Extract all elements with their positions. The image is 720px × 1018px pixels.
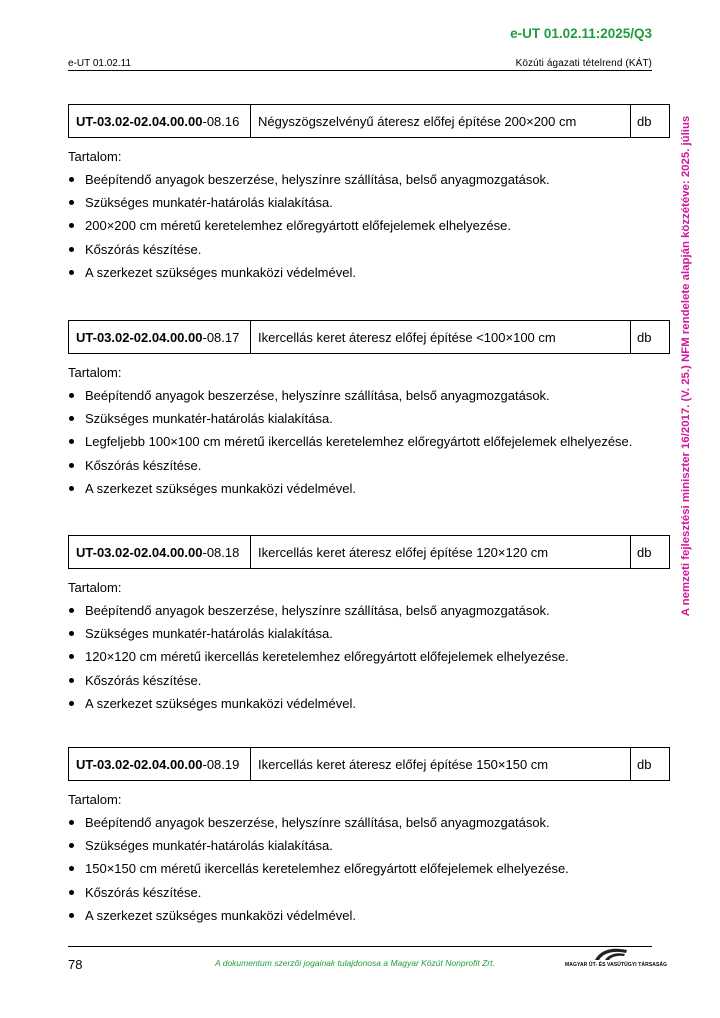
item-table [68,747,670,781]
bullet-list [68,384,670,500]
item-section [68,104,670,284]
item-code [69,748,251,780]
list-item-text: A szerkezet szükséges munkaközi védelmével. [85,695,356,711]
item-code-suffix: -08.17 [202,329,240,345]
bullet-icon [69,223,74,228]
item-code [69,105,251,137]
document-code: e-UT 01.02.11:2025/Q3 [510,26,652,41]
item-unit: db [637,329,652,345]
bullet-icon [69,200,74,205]
list-item [68,430,670,453]
item-code-bold: UT-03.02-02.04.00.00 [76,113,203,129]
list-item-text: Kőszórás készítése. [85,457,202,473]
list-item [68,834,670,857]
list-item [68,261,670,284]
bullet-icon [69,270,74,275]
list-item [68,669,670,692]
item-table [68,104,670,138]
list-item-text: Kőszórás készítése. [85,672,202,688]
list-item-text: Szükséges munkatér-határolás kialakítása. [85,626,333,642]
list-item-text: Szükséges munkatér-határolás kialakítása. [85,411,333,427]
copyright-notice: A dokumentum szerzői jogainak tulajdonosa a Magyar Közút Nonprofit Zrt. [215,958,495,968]
list-item [68,857,670,880]
list-item-text: Beépítendő anyagok beszerzése, helyszínre szállítása, belső anyagmozgatások. [85,603,550,618]
list-item [68,645,670,668]
item-code [69,321,251,353]
bullet-icon [69,463,74,468]
contents-label: Tartalom: [68,792,122,807]
list-item-text: 120×120 cm méretű ikercellás keretelemhez előregyártott előfejelemek elhelyezése. [85,649,569,665]
item-title: Ikercellás keret áteresz előfej építése 150×150 cm [251,748,631,780]
logo-text: MAGYAR ÚT- ÉS VASÚTÜGYI TÁRSASÁG [565,962,668,968]
bullet-icon [69,486,74,491]
item-unit: db [637,756,652,772]
bullet-list [68,168,670,284]
bullet-icon [69,890,74,895]
item-title: Négyszögszelvényű áteresz előfej építése 200×200 cm [251,105,631,137]
bullet-icon [69,843,74,848]
item-code-suffix: -08.18 [202,544,240,560]
list-item-text: Kőszórás készítése. [85,241,202,257]
bullet-icon [69,439,74,444]
bullet-icon [69,654,74,659]
list-item [68,811,670,834]
item-section [68,535,670,715]
list-item [68,168,670,191]
header-left: e-UT 01.02.11 [68,58,132,69]
list-item [68,599,670,622]
list-item-text: A szerkezet szükséges munkaközi védelmével. [85,480,356,496]
list-item-text: Legfeljebb 100×100 cm méretű ikercellás keretelemhez előregyártott előfejelemek elhelyezése. [85,434,633,450]
list-item [68,904,670,927]
item-title: Ikercellás keret áteresz előfej építése 120×120 cm [251,536,631,568]
list-item [68,477,670,500]
list-item-text: 200×200 cm méretű keretelemhez előregyártott előfejelemek elhelyezése. [85,218,511,234]
contents-label: Tartalom: [68,149,122,164]
bullet-icon [69,701,74,706]
item-table [68,320,670,354]
list-item-text: Szükséges munkatér-határolás kialakítása. [85,195,333,211]
bullet-list [68,599,670,715]
contents-label: Tartalom: [68,365,122,380]
bullet-icon [69,608,74,613]
item-unit: db [637,113,652,129]
bullet-icon [69,678,74,683]
list-item [68,191,670,214]
item-code-bold: UT-03.02-02.04.00.00 [76,329,203,345]
list-item-text: A szerkezet szükséges munkaközi védelmével. [85,907,356,923]
list-item-text: 150×150 cm méretű ikercellás keretelemhez előregyártott előfejelemek elhelyezése. [85,861,569,877]
list-item-text: Beépítendő anyagok beszerzése, helyszínre szállítása, belső anyagmozgatások. [85,172,550,187]
side-note-text: A nemzeti fejlesztési miniszter 16/2017. (V. 25.) NFM rendelete alapján közzétéve: 2025. július [680,115,692,617]
header-right: Közúti ágazati tételrend (KÁT) [515,58,652,69]
society-logo [565,946,668,970]
contents-label: Tartalom: [68,580,122,595]
bullet-list [68,811,670,927]
list-item [68,238,670,261]
list-item [68,622,670,645]
list-item [68,384,670,407]
list-item-text: Beépítendő anyagok beszerzése, helyszínre szállítása, belső anyagmozgatások. [85,388,550,403]
bullet-icon [69,820,74,825]
bullet-icon [69,393,74,398]
list-item [68,692,670,715]
bullet-icon [69,631,74,636]
item-code [69,536,251,568]
item-code-bold: UT-03.02-02.04.00.00 [76,544,203,560]
list-item-text: Szükséges munkatér-határolás kialakítása. [85,838,333,854]
bullet-icon [69,177,74,182]
bullet-icon [69,913,74,918]
road-logo-icon [593,946,629,962]
list-item-text: Kőszórás készítése. [85,884,202,900]
item-section [68,747,670,927]
item-title: Ikercellás keret áteresz előfej építése <100×100 cm [251,321,631,353]
bullet-icon [69,247,74,252]
list-item [68,454,670,477]
list-item-text: Beépítendő anyagok beszerzése, helyszínre szállítása, belső anyagmozgatások. [85,815,550,830]
item-code-suffix: -08.19 [202,756,240,772]
item-unit: db [637,544,652,560]
header-divider [68,70,652,71]
item-table [68,535,670,569]
list-item [68,407,670,430]
item-code-bold: UT-03.02-02.04.00.00 [76,756,203,772]
list-item [68,214,670,237]
bullet-icon [69,416,74,421]
bullet-icon [69,866,74,871]
list-item [68,881,670,904]
page-number: 78 [68,957,83,972]
item-section [68,320,670,500]
list-item-text: A szerkezet szükséges munkaközi védelmével. [85,264,356,280]
item-code-suffix: -08.16 [202,113,240,129]
